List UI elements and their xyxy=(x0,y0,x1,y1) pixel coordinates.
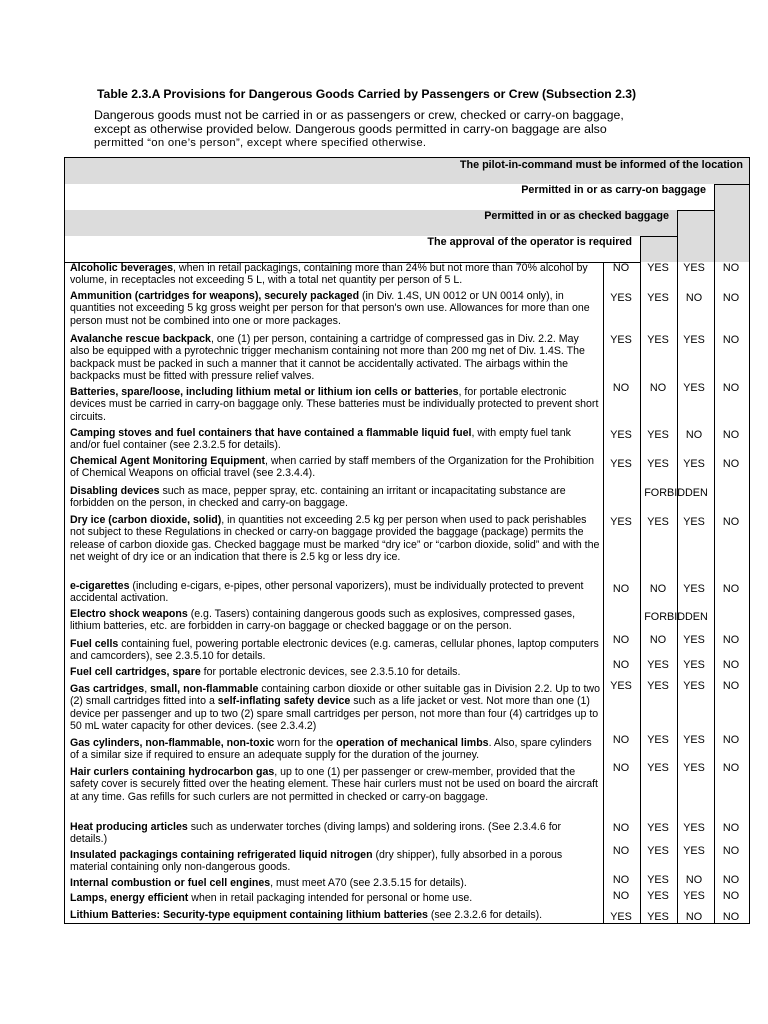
item-name: operation of mechanical limbs xyxy=(336,737,489,749)
value-cell: YES xyxy=(683,822,705,834)
table-row xyxy=(70,737,600,762)
table-row xyxy=(70,766,600,803)
value-cell: YES xyxy=(683,845,705,857)
value-cell: NO xyxy=(612,634,630,646)
value-cell: YES xyxy=(610,516,632,528)
table-row xyxy=(70,485,600,510)
table-row xyxy=(70,877,600,889)
value-cell: YES xyxy=(647,762,669,774)
item-name: Disabling devices xyxy=(70,485,160,497)
value-cell: NO xyxy=(722,382,740,394)
value-cell: NO xyxy=(649,634,667,646)
item-separator: , xyxy=(144,683,151,695)
item-text: , when carried by staff members of the Organization for the Prohibition of Chemical Weapons on official travel (see 2.3.4.4). xyxy=(70,455,594,480)
value-cell: NO xyxy=(649,583,667,595)
value-cell: YES xyxy=(647,516,669,528)
table-row xyxy=(70,455,600,480)
item-name: Insulated packagings containing refrigerated liquid nitrogen xyxy=(70,849,373,861)
item-name: Chemical Agent Monitoring Equipment xyxy=(70,455,266,467)
header-approval: The approval of the operator is required xyxy=(427,236,632,248)
value-cell: NO xyxy=(612,845,630,857)
item-name: Dry ice (carbon dioxide, solid) xyxy=(70,514,222,526)
table-row xyxy=(70,333,600,382)
intro-paragraph xyxy=(94,108,694,150)
table-row xyxy=(70,683,600,732)
value-cell: NO xyxy=(612,262,630,274)
value-cell: NO xyxy=(612,734,630,746)
value-cell: NO xyxy=(722,911,740,923)
item-name: Hair curlers containing hydrocarbon gas xyxy=(70,766,275,778)
item-text: (e.g. Tasers) containing dangerous goods such as explosives, compressed gases, lithium batteries, etc. are forbidden in carry-on baggage or checked baggage or on the person. xyxy=(70,608,576,633)
value-cell: NO xyxy=(612,583,630,595)
value-cell: YES xyxy=(647,262,669,274)
item-text: , must meet A70 (see 2.3.5.15 for details). xyxy=(270,877,467,889)
value-cell: NO xyxy=(722,890,740,902)
item-name: Internal combustion or fuel cell engines xyxy=(70,877,271,889)
table-title: Table 2.3.A Provisions for Dangerous Goods Carried by Passengers or Crew (Subsection 2.3) xyxy=(97,87,637,101)
item-text: , with empty fuel tank and/or fuel container (see 2.3.2.5 for details). xyxy=(70,427,571,452)
value-cell: NO xyxy=(722,516,740,528)
value-cell: NO xyxy=(649,382,667,394)
value-cell: NO xyxy=(722,659,740,671)
value-cell: YES xyxy=(683,382,705,394)
item-name: Ammunition (cartridges for weapons), securely packaged xyxy=(70,290,360,302)
item-text: for portable electronic devices, see 2.3.5.10 for details. xyxy=(200,666,461,678)
value-cell: NO xyxy=(685,429,703,441)
item-text: , when in retail packagings, containing more than 24% but not more than 70% alcohol by volume, in receptacles not exceeding 5 L, with a total net quantity per person of 5 L. xyxy=(70,262,588,287)
table-row xyxy=(70,290,600,327)
table-row xyxy=(70,666,600,678)
value-cell: NO xyxy=(722,334,740,346)
item-text: such as underwater torches (diving lamps) and soldering irons. (See 2.3.4.6 for details.) xyxy=(70,821,562,846)
table-row xyxy=(70,821,600,846)
value-cell: NO xyxy=(722,262,740,274)
item-text: such as a life jacket or vest. Not more than one (1) device per passenger and up to two (2) spare small cartridges per person, not more than four (4) cartridges up to 50 mL water capacity for other devices. (see 2.3.4.2) xyxy=(70,695,599,732)
value-cell: NO xyxy=(722,734,740,746)
value-cell: NO xyxy=(612,382,630,394)
value-cell: YES xyxy=(683,262,705,274)
item-text: (dry shipper), fully absorbed in a porous material containing only non-dangerous goods. xyxy=(70,849,563,874)
value-cell: YES xyxy=(610,292,632,304)
item-text: (in Div. 1.4S, UN 0012 or UN 0014 only), in quantities not exceeding 5 kg gross weight per person for that person's own use. Allowances for more than one person must not be combined into one or more packages. xyxy=(70,290,590,327)
item-name: Camping stoves and fuel containers that have contained a flammable liquid fuel xyxy=(70,427,472,439)
value-cell: YES xyxy=(683,458,705,470)
value-cell: YES xyxy=(647,734,669,746)
value-cell: NO xyxy=(612,762,630,774)
header-carryon: Permitted in or as carry-on baggage xyxy=(521,184,706,196)
intro-line: permitted “on one’s person”, except where specified otherwise. xyxy=(94,137,427,149)
intro-line: Dangerous goods must not be carried in or as passengers or crew, checked or carry-on baggage, xyxy=(94,108,624,122)
item-name: Lithium Batteries: Security-type equipment containing lithium batteries xyxy=(70,909,428,921)
value-cell: YES xyxy=(683,334,705,346)
item-name: Electro shock weapons xyxy=(70,608,188,620)
value-cell: YES xyxy=(647,874,669,886)
item-name: Gas cylinders, non-flammable, non-toxic xyxy=(70,737,275,749)
item-name: Lamps, energy efficient xyxy=(70,892,189,904)
value-cell: YES xyxy=(647,429,669,441)
table-row xyxy=(70,427,600,452)
item-name: Avalanche rescue backpack xyxy=(70,333,211,345)
value-cell: NO xyxy=(722,845,740,857)
header-checked: Permitted in or as checked baggage xyxy=(484,210,669,222)
forbidden-label: FORBIDDEN xyxy=(644,611,708,623)
value-cell: YES xyxy=(683,680,705,692)
item-text: , for portable electronic devices must be carried in carry-on baggage only. These batteries must be individually protected to prevent short circuits. xyxy=(70,386,599,423)
value-cell: YES xyxy=(683,583,705,595)
table-row xyxy=(70,638,600,663)
item-name: Alcoholic beverages xyxy=(70,262,174,274)
value-cell: NO xyxy=(722,874,740,886)
table-row xyxy=(70,514,600,563)
header-pilot: The pilot-in-command must be informed of the location xyxy=(459,159,743,171)
item-text: , one (1) per person, containing a cartridge of compressed gas in Div. 2.2. May also be equipped with a pyrotechnic trigger mechanism containing not more than 200 mg net of Div. 1.4S. The backpack must be packed in such a manner that it cannot be accidentally activated. The airbags within the backpacks must be fitted with pressure relief valves. xyxy=(70,333,585,382)
item-name: Gas cartridges xyxy=(70,683,145,695)
table-row xyxy=(70,580,600,605)
forbidden-label: FORBIDDEN xyxy=(644,487,708,499)
value-cell: YES xyxy=(683,659,705,671)
item-text: such as mace, pepper spray, etc. containing an irritant or incapacitating substance are forbidden on the person, in checked and carry-on baggage. xyxy=(70,485,566,510)
value-cell: YES xyxy=(647,659,669,671)
value-cell: YES xyxy=(647,890,669,902)
value-cell: NO xyxy=(612,874,630,886)
item-name: Batteries, spare/loose, including lithium metal or lithium ion cells or batteries xyxy=(70,386,459,398)
value-cell: NO xyxy=(722,292,740,304)
item-text: , in quantities not exceeding 2.5 kg per person when used to pack perishables not subject to these Regulations in checked or carry-on baggage provided the baggage (package) permits the release of carbon dioxide gas. Checked baggage must be marked “dry ice” or “carbon dioxide, solid” and with the net weight of dry ice or an indication that there is 2.5 kg or less dry ice. xyxy=(70,514,600,563)
item-text: , up to one (1) per passenger or crew-member, provided that the safety cover is securely fitted over the heating element. These hair curlers must not be used on board the aircraft at any time. Gas refills for such curlers are not permitted in checked or carry-on baggage. xyxy=(70,766,599,803)
value-cell: YES xyxy=(683,634,705,646)
value-cell: YES xyxy=(683,516,705,528)
value-cell: YES xyxy=(610,911,632,923)
value-cell: NO xyxy=(722,583,740,595)
item-text: containing fuel, powering portable electronic devices (e.g. cameras, cellular phones, laptop computers and camcorders), see 2.3.5.10 for details. xyxy=(70,638,599,663)
table-row xyxy=(70,909,600,921)
value-cell: NO xyxy=(722,822,740,834)
item-name: Fuel cell cartridges, spare xyxy=(70,666,201,678)
item-name: self-inflating safety device xyxy=(217,695,351,708)
table-row xyxy=(70,892,600,904)
item-name: e-cigarettes xyxy=(70,580,130,592)
value-cell: NO xyxy=(722,429,740,441)
value-cell: YES xyxy=(647,822,669,834)
value-cell: YES xyxy=(647,911,669,923)
value-cell: NO xyxy=(722,634,740,646)
table-row xyxy=(70,849,600,874)
item-name: small, non-flammable xyxy=(150,683,259,695)
value-cell: NO xyxy=(685,292,703,304)
value-cell: YES xyxy=(647,845,669,857)
value-cell: YES xyxy=(683,734,705,746)
value-cell: YES xyxy=(610,680,632,692)
value-cell: YES xyxy=(610,429,632,441)
item-name: Heat producing articles xyxy=(70,821,188,833)
item-text: (see 2.3.2.6 for details). xyxy=(427,909,543,921)
item-name: Fuel cells xyxy=(70,638,119,650)
value-cell: YES xyxy=(647,680,669,692)
value-cell: YES xyxy=(647,292,669,304)
value-cell: YES xyxy=(610,458,632,470)
item-text: worn for the xyxy=(274,737,337,749)
value-cell: NO xyxy=(612,659,630,671)
table-row xyxy=(70,608,600,633)
item-text: (including e-cigars, e-pipes, other personal vaporizers), must be individually protected to prevent accidental activation. xyxy=(70,580,584,605)
value-cell: NO xyxy=(722,458,740,470)
value-cell: YES xyxy=(683,762,705,774)
value-cell: NO xyxy=(722,762,740,774)
item-text: when in retail packaging intended for personal or home use. xyxy=(188,892,473,904)
value-cell: YES xyxy=(647,334,669,346)
table-row xyxy=(70,386,600,423)
value-cell: NO xyxy=(612,822,630,834)
value-cell: YES xyxy=(610,334,632,346)
item-text: containing carbon dioxide or other suitable gas in Division 2.2. Up to two (2) small cartridges fitted into a xyxy=(70,683,600,708)
item-text: . Also, spare cylinders of a similar size if required to ensure an adequate supply for the duration of the journey. xyxy=(70,737,592,762)
value-cell: NO xyxy=(612,890,630,902)
col-divider xyxy=(677,210,678,924)
value-cell: YES xyxy=(647,458,669,470)
value-cell: YES xyxy=(683,890,705,902)
value-cell: NO xyxy=(685,911,703,923)
intro-line: except as otherwise provided below. Dangerous goods permitted in carry-on baggage are also xyxy=(94,122,607,136)
table-row xyxy=(70,262,600,287)
value-cell: NO xyxy=(685,874,703,886)
value-cell: NO xyxy=(722,680,740,692)
